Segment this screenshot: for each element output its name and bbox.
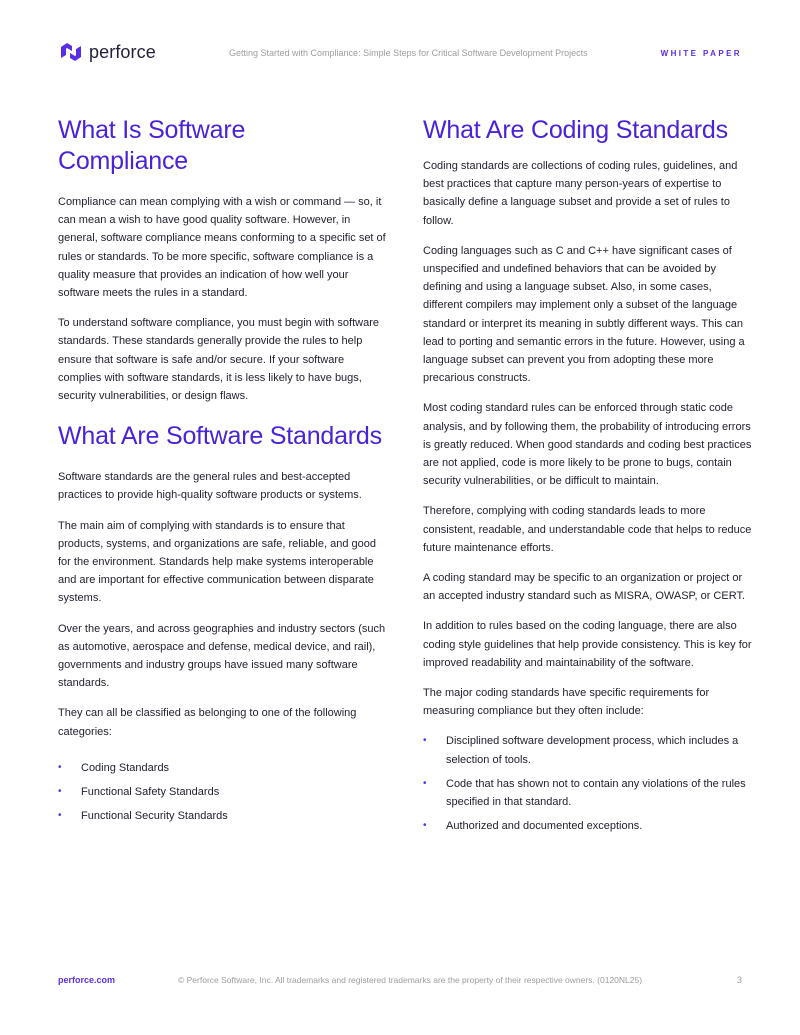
- paragraph: A coding standard may be specific to an organization or project or an accepted industry standard such as MISRA, OWASP, or CERT.: [423, 572, 745, 603]
- copyright-notice: © Perforce Software, Inc. All trademarks and registered trademarks are the property of their respective owners. (0120NL25): [178, 975, 643, 985]
- list-item: [423, 817, 753, 835]
- page-footer: [0, 972, 800, 992]
- perforce-logo[interactable]: [58, 40, 156, 64]
- bullet-icon: •: [423, 820, 427, 832]
- paragraph: Most coding standard rules can be enforced through static code analysis, and by following them, the probability of introducing errors is greatly reduced. When good standards and coding best practices are not applied, code is more likely to be prone to bugs, contain security vulnerabilities, or be difficult to maintain.: [423, 402, 752, 488]
- paragraph: Coding languages such as C and C++ have significant cases of unspecified and undefined behaviors that can be avoided by defining and using a language subset. Also, in some cases, different compilers may implement only a subset of the language standard or interpret its meaning in subtly different ways. This can lead to porting and semantic errors in the future. However, using a language subset can prevent you from adopting these more precarious constructs.: [423, 244, 745, 385]
- list-item-text: Disciplined software development process, which includes a selection of tools.: [446, 735, 739, 766]
- list-item: [58, 759, 388, 777]
- list-item-text: Code that has shown not to contain any violations of the rules specified in that standard.: [446, 777, 746, 809]
- list-item: [423, 775, 753, 811]
- page-number: 3: [736, 975, 742, 985]
- paragraph: To understand software compliance, you must begin with software standards. These standards generally provide the rules to help ensure that software is safe and/or secure. If your software complies with software standards, it is less likely to have bugs, security vulnerabilities, or design flaws.: [58, 317, 379, 403]
- list-item: [58, 783, 388, 801]
- heading-what-is-software-compliance: What Is Software Compliance: [58, 116, 246, 175]
- logo-wordmark: perforce: [89, 41, 156, 62]
- standards-category-list: [58, 759, 388, 826]
- bullet-icon: •: [58, 810, 62, 822]
- list-item: [423, 732, 753, 768]
- paragraph: Over the years, and across geographies and industry sectors (such as automotive, aerospace and defense, medical device, and rail), governments and industry groups have issued many software standards.: [58, 622, 386, 690]
- list-item-text: Coding Standards: [81, 761, 170, 774]
- document-title: Getting Started with Compliance: Simple Steps for Critical Software Development Projects: [229, 48, 588, 58]
- heading-what-are-coding-standards: What Are Coding Standards: [423, 116, 728, 144]
- perforce-logo-icon: [58, 40, 84, 64]
- paragraph: The major coding standards have specific requirements for measuring compliance but they often include:: [423, 687, 710, 718]
- heading-what-are-software-standards: What Are Software Standards: [58, 422, 382, 451]
- right-column: [423, 115, 753, 842]
- page-header: [0, 0, 800, 80]
- paragraph: Software standards are the general rules and best-accepted practices to provide high-quality software products or systems.: [58, 471, 362, 502]
- paragraph: They can all be classified as belonging to one of the following categories:: [58, 707, 357, 738]
- bullet-icon: •: [423, 735, 427, 747]
- list-item-text: Functional Security Standards: [81, 810, 228, 823]
- compliance-requirements-list: [423, 732, 753, 835]
- bullet-icon: •: [58, 786, 62, 798]
- paragraph: Therefore, complying with coding standards leads to more consistent, readable, and understandable code that helps to reduce future maintenance efforts.: [423, 505, 752, 554]
- list-item-text: Authorized and documented exceptions.: [446, 820, 643, 833]
- paragraph: Coding standards are collections of coding rules, guidelines, and best practices that capture many person-years of expertise to basically define a language subset and provide a set of rules to follow.: [423, 160, 738, 227]
- website-link[interactable]: perforce.com: [58, 975, 116, 985]
- paragraph: Compliance can mean complying with a wish or command — so, it can mean a wish to have good quality software. However, in general, software compliance means conforming to a specific set of rules or standards. To be more specific, software compliance is a quality measure that provides an indication of how well your software meets the rules in a standard.: [58, 196, 386, 300]
- paragraph: The main aim of complying with standards is to ensure that products, systems, and organizations are safe, reliable, and good for the environment. Standards help make systems interoperable and are important for effective communication between disparate systems.: [58, 519, 376, 605]
- left-column: [58, 115, 388, 831]
- paragraph: In addition to rules based on the coding language, there are also coding style guidelines that help provide consistency. This is key for improved readability and maintainability of the software.: [423, 620, 752, 669]
- list-item: [58, 807, 388, 825]
- bullet-icon: •: [423, 777, 427, 789]
- document-type-label: WHITE PAPER: [660, 49, 742, 58]
- bullet-icon: •: [58, 761, 62, 773]
- list-item-text: Functional Safety Standards: [81, 786, 220, 799]
